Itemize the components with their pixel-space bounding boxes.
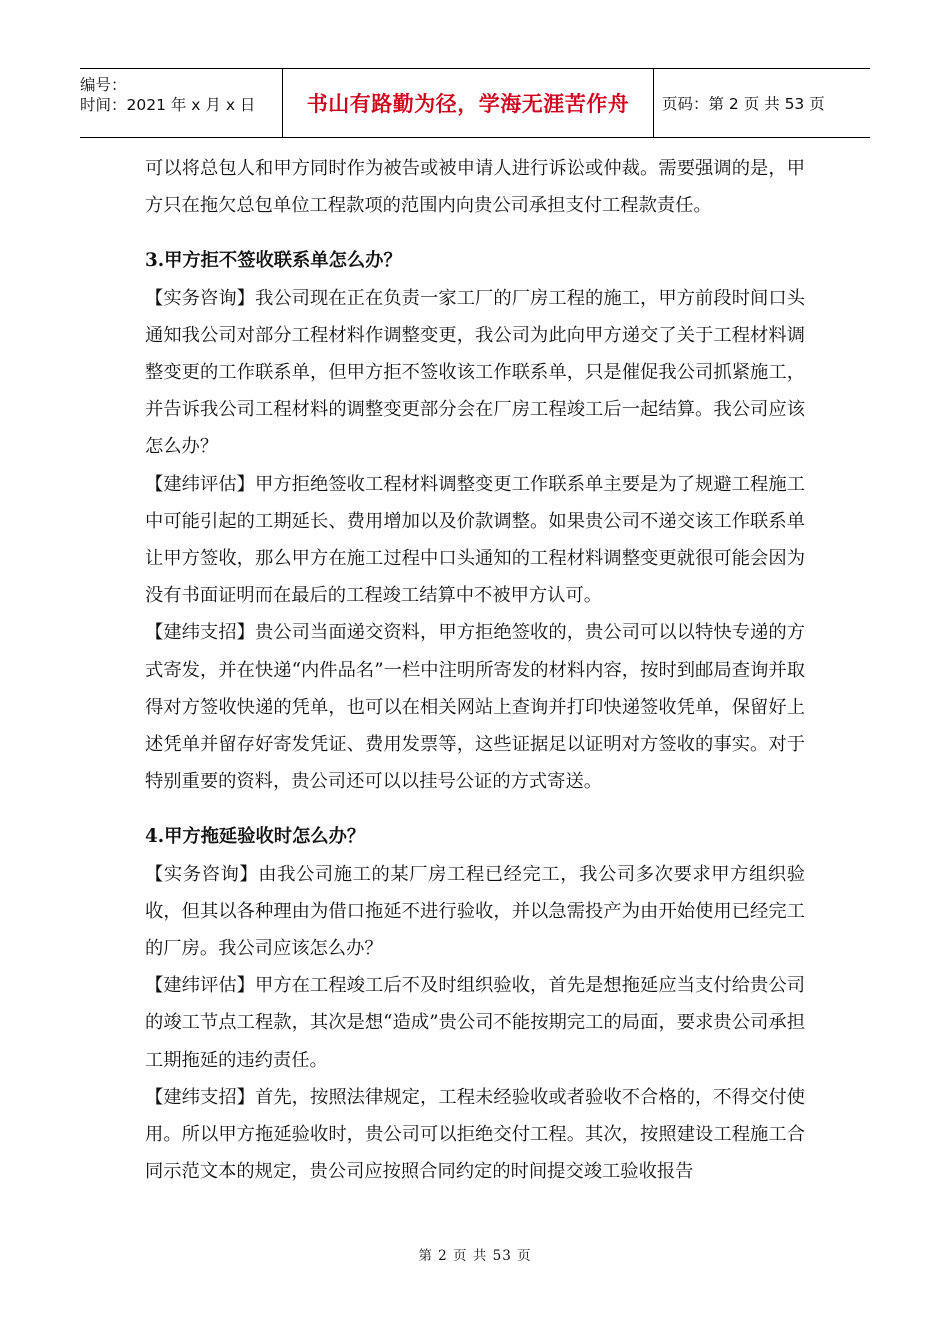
header-page-info: 页码：第 2 页 共 53 页 (662, 95, 825, 113)
paragraph: 可以将总包人和甲方同时作为被告或被申请人进行诉讼或仲裁。需要强调的是，甲方只在拖欠总包单位工程款项的范围内向贵公司承担支付工程款责任。 (145, 158, 805, 217)
paragraph: 【建纬支招】贵公司当面递交资料，甲方拒绝签收的，贵公司可以以特快专递的方式寄发，并在快递“内件品名”一栏中注明所寄发的材料内容，按时到邮局查询并取得对方签收快递的凭单，也可以在相关网站上查询并打印快递签收凭单，保留好上述凭单并留存好寄发凭证、费用发票等，这些证据足以证明对方签收的事实。对于特别重要的资料，贵公司还可以以挂号公证的方式寄送。 (145, 622, 805, 793)
paragraph: 【建纬评估】甲方在工程竣工后不及时组织验收，首先是想拖延应当支付给贵公司的竣工节点工程款，其次是想“造成”贵公司不能按期完工的局面，要求贵公司承担工期拖延的违约责任。 (145, 975, 805, 1071)
page-header (80, 68, 870, 138)
document-date: 时间：2021 年 x 月 x 日 (80, 96, 256, 114)
paragraph: 【建纬评估】甲方拒绝签收工程材料调整变更工作联系单主要是为了规避工程施工中可能引起的工期延长、费用增加以及价款调整。如果贵公司不递交该工作联系单让甲方签收，那么甲方在施工过程中口头通知的工程材料调整变更就很可能会因为没有书面证明而在最后的工程竣工结算中不被甲方认可。 (145, 473, 805, 607)
paragraph: 【实务咨询】由我公司施工的某厂房工程已经完工，我公司多次要求甲方组织验收，但其以各种理由为借口拖延不进行验收，并以急需投产为由开始使用已经完工的厂房。我公司应该怎么办？ (145, 863, 805, 960)
document-body (145, 150, 805, 1190)
paragraph: 【实务咨询】我公司现在正在负责一家工厂的厂房工程的施工，甲方前段时间口头通知我公司对部分工程材料作调整变更，我公司为此向甲方递交了关于工程材料调整变更的工作联系单，但甲方拒不签收该工作联系单，只是催促我公司抓紧施工，并告诉我公司工程材料的调整变更部分会在厂房工程竣工后一起结算。我公司应该怎么办？ (145, 287, 805, 458)
paragraph: 【建纬支招】首先，按照法律规定，工程未经验收或者验收不合格的，不得交付使用。所以甲方拖延验收时，贵公司可以拒绝交付工程。其次，按照建设工程施工合同示范文本的规定，贵公司应按照合同约定的时间提交竣工验收报告 (145, 1086, 805, 1183)
header-meta (80, 69, 282, 137)
section-heading: 4.甲方拖延验收时怎么办？ (145, 826, 366, 848)
section-heading: 3.甲方拒不签收联系单怎么办？ (145, 250, 402, 272)
page-footer: 第 2 页 共 53 页 (418, 1248, 532, 1264)
document-number-label: 编号： (80, 76, 127, 94)
header-motto: 书山有路勤为径，学海无涯苦作舟 (282, 69, 654, 137)
